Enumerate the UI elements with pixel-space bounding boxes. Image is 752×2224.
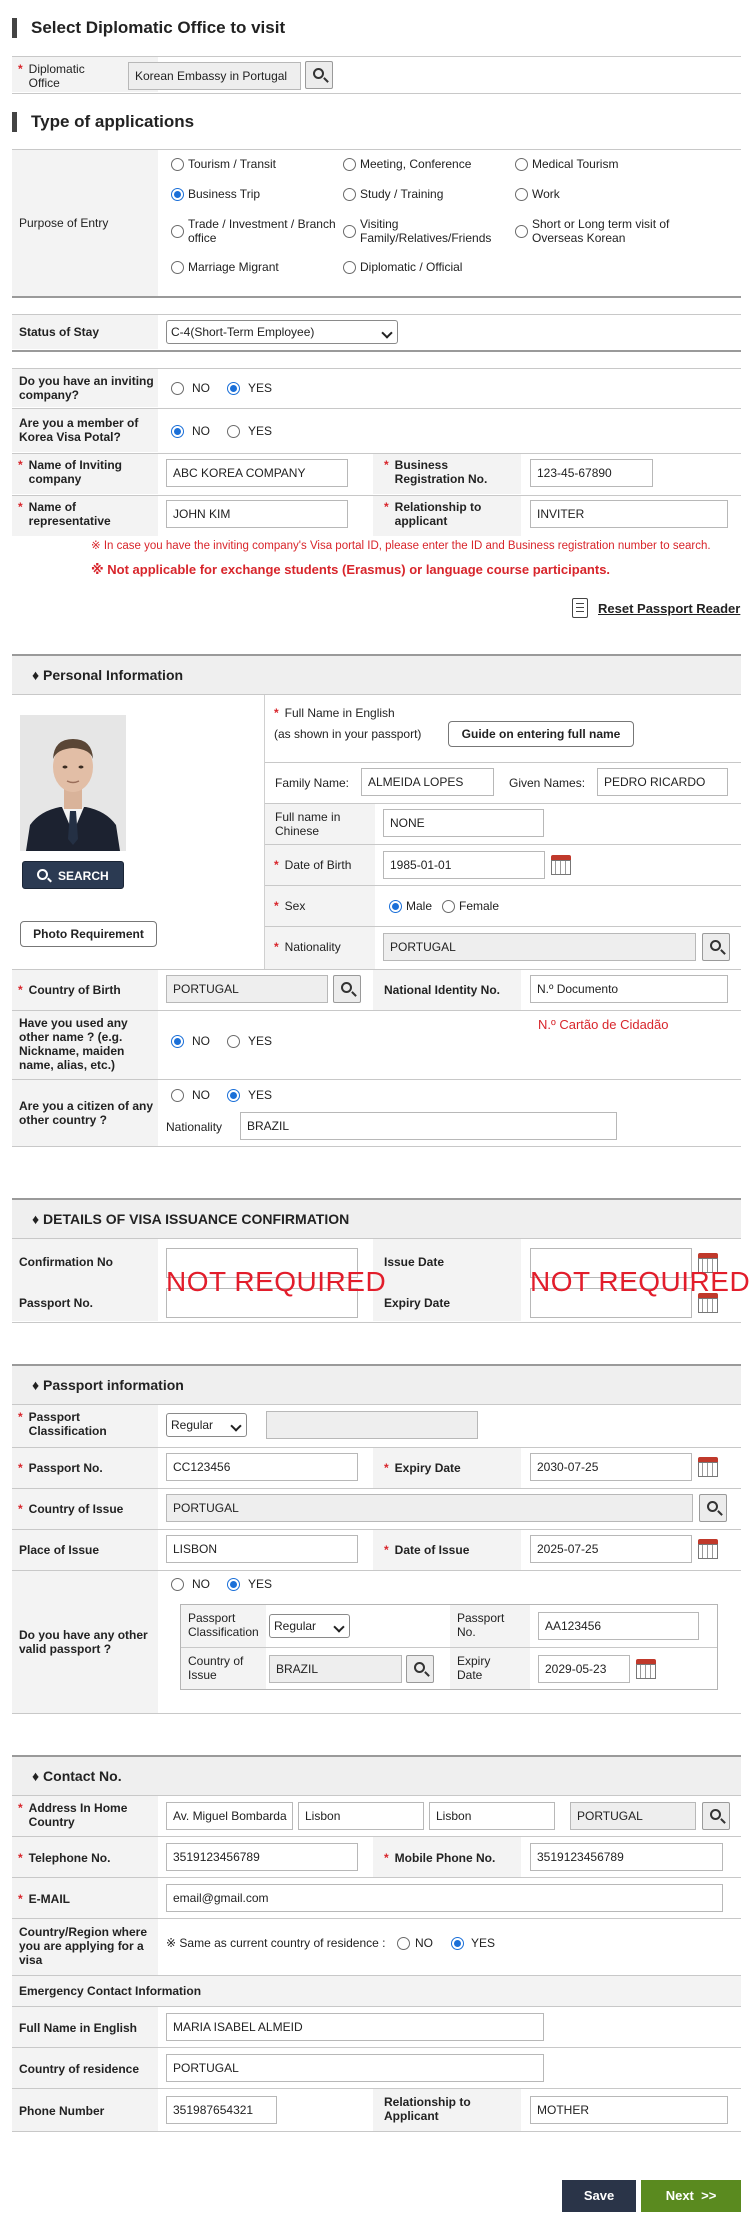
sub-class-select[interactable]: Regular: [269, 1614, 350, 1638]
pp-no-label-text: Passport No.: [28, 1461, 103, 1475]
calendar-icon[interactable]: [698, 1539, 718, 1559]
purpose-radio-marriage[interactable]: [171, 261, 184, 274]
fullname-label: * Full Name in English: [274, 706, 395, 720]
region-yes-label: YES: [471, 1936, 496, 1950]
purpose-radio-medical[interactable]: [515, 158, 528, 171]
rel-input[interactable]: INVITER: [530, 500, 728, 528]
divider: [12, 1146, 741, 1147]
purpose-option-medical: Medical Tourism: [532, 157, 619, 171]
calendar-icon[interactable]: [698, 1457, 718, 1477]
inviting-no-radio[interactable]: [171, 382, 184, 395]
cob-field[interactable]: PORTUGAL: [166, 975, 328, 1003]
dob-label-text: Date of Birth: [284, 858, 352, 872]
rel-label: * Relationship to applicant: [384, 500, 515, 528]
region-label: Country/Region where you are applying for a visa: [19, 1925, 148, 1967]
purpose-option-tourism: Tourism / Transit: [188, 157, 277, 171]
nationality-label-text: Nationality: [284, 940, 341, 954]
mobile-input[interactable]: 3519123456789: [530, 1843, 723, 1871]
pp-other-label: Do you have any other valid passport ?: [19, 1628, 148, 1656]
cob-search-button[interactable]: [333, 975, 361, 1003]
rep-label-text: Name of representative: [28, 500, 111, 528]
inviting-yes-label: YES: [248, 381, 273, 395]
purpose-radio-trade[interactable]: [171, 225, 184, 238]
purpose-option-study: Study / Training: [360, 187, 444, 201]
sex-label: * Sex: [274, 899, 306, 913]
em-rel-label: Relationship to Applicant: [384, 2095, 471, 2123]
pp-doi-input[interactable]: 2025-07-25: [530, 1535, 692, 1563]
search-icon: [414, 1662, 425, 1673]
purpose-label: Purpose of Entry: [19, 216, 109, 230]
fullname-sublabel: (as shown in your passport): [274, 727, 422, 741]
em-name-input[interactable]: MARIA ISABEL ALMEID: [166, 2013, 544, 2041]
purpose-radio-overseas-korean[interactable]: [515, 225, 528, 238]
address-street-input[interactable]: Av. Miguel Bombarda: [166, 1802, 293, 1830]
region-yes-radio[interactable]: [451, 1937, 464, 1950]
next-button[interactable]: Next >>: [641, 2180, 741, 2212]
photo-requirement-button[interactable]: Photo Requirement: [20, 921, 157, 947]
pp-other-no-radio[interactable]: [171, 1578, 184, 1591]
purpose-radio-meeting[interactable]: [343, 158, 356, 171]
pp-place-label: Place of Issue: [19, 1543, 100, 1557]
chinese-label: Full name in Chinese: [275, 810, 341, 838]
citizen-yes-radio[interactable]: [227, 1089, 240, 1102]
status-select[interactable]: C-4(Short-Term Employee): [166, 320, 398, 344]
purpose-option-business: Business Trip: [188, 187, 261, 201]
office-label: * Diplomatic Office: [18, 62, 153, 90]
office-field[interactable]: Korean Embassy in Portugal: [128, 62, 301, 90]
sex-male-radio[interactable]: [389, 900, 402, 913]
divider: [12, 93, 741, 94]
pp-no-label: * Passport No.: [18, 1461, 103, 1475]
calendar-icon[interactable]: [551, 855, 571, 875]
pp-country-label-text: Country of Issue: [28, 1502, 124, 1516]
search-icon: [707, 1501, 718, 1512]
contact-section-title: ♦ Contact No.: [12, 1755, 741, 1795]
purpose-option-work: Work: [532, 187, 560, 201]
nationality-field[interactable]: PORTUGAL: [383, 933, 696, 961]
rep-label: * Name of representative: [18, 500, 129, 528]
inviting-no-label: NO: [192, 381, 210, 395]
purpose-option-meeting: Meeting, Conference: [360, 157, 472, 171]
portal-no-label: NO: [192, 424, 210, 438]
tel-input[interactable]: 3519123456789: [166, 1843, 358, 1871]
family-name-input[interactable]: ALMEIDA LOPES: [361, 768, 494, 796]
cob-label: * Country of Birth: [18, 983, 121, 997]
nid-input[interactable]: N.º Documento: [530, 975, 728, 1003]
othername-no-label: NO: [192, 1034, 210, 1048]
purpose-radio-diplomatic[interactable]: [343, 261, 356, 274]
office-search-button[interactable]: [305, 61, 333, 89]
not-required-overlay-left: NOT REQUIRED: [166, 1266, 387, 1297]
citizen-no-label: NO: [192, 1088, 210, 1102]
office-section-title: Select Diplomatic Office to visit: [12, 18, 285, 38]
divider: [12, 350, 741, 352]
email-input[interactable]: email@gmail.com: [166, 1884, 723, 1912]
guide-fullname-button[interactable]: Guide on entering full name: [448, 721, 634, 747]
sex-female-label: Female: [459, 899, 500, 913]
divider: [12, 1322, 741, 1323]
othername-no-radio[interactable]: [171, 1035, 184, 1048]
brn-label: * Business Registration No.: [384, 458, 515, 486]
status-label: Status of Stay: [19, 325, 100, 339]
applicant-photo-svg: [20, 715, 126, 851]
sub-class-label: Passport Classification: [188, 1611, 259, 1639]
tel-label: * Telephone No.: [18, 1851, 111, 1865]
passport-section-title: ♦ Passport information: [12, 1364, 741, 1404]
pp-doi-label-text: Date of Issue: [394, 1543, 470, 1557]
purpose-option-trade: Trade / Investment / Branch office: [188, 217, 336, 245]
region-note: ※ Same as current country of residence :: [166, 1936, 386, 1950]
sex-label-text: Sex: [284, 899, 306, 913]
purpose-radio-visiting[interactable]: [343, 225, 356, 238]
pp-expiry-label-text: Expiry Date: [394, 1461, 461, 1475]
pp-class-label-text: Passport Classification: [28, 1410, 107, 1438]
pp-other-yes-radio[interactable]: [227, 1578, 240, 1591]
nationality-label: * Nationality: [274, 940, 341, 954]
divider: [12, 296, 741, 298]
sub-no-input[interactable]: AA123456: [538, 1612, 699, 1640]
other-nationality-input[interactable]: BRAZIL: [240, 1112, 617, 1140]
pp-class-select[interactable]: Regular: [166, 1413, 247, 1437]
email-label: * E-MAIL: [18, 1892, 70, 1906]
pp-country-search-button[interactable]: [699, 1494, 727, 1522]
region-no-label: NO: [415, 1936, 433, 1950]
given-label: Given Names:: [509, 776, 586, 790]
pp-class-detail-field[interactable]: [266, 1411, 478, 1439]
visa-conf-section-title: ♦ DETAILS OF VISA ISSUANCE CONFIRMATION: [12, 1198, 741, 1238]
search-icon: [313, 68, 324, 79]
othername-label: Have you used any other name ? (e.g. Nickname, maiden name, alias, etc.): [19, 1016, 128, 1072]
dob-label: * Date of Birth: [274, 858, 352, 872]
mobile-label-text: Mobile Phone No.: [394, 1851, 496, 1865]
address-country-search-button[interactable]: [702, 1802, 730, 1830]
pp-country-field[interactable]: PORTUGAL: [166, 1494, 693, 1522]
office-label-text: Diplomatic Office: [28, 62, 85, 90]
not-required-overlay-right: NOT REQUIRED: [530, 1266, 751, 1297]
em-name-label: Full Name in English: [19, 2021, 138, 2035]
em-country-input[interactable]: PORTUGAL: [166, 2054, 544, 2082]
conf-issue-label: Issue Date: [384, 1255, 445, 1269]
em-phone-input[interactable]: 351987654321: [166, 2096, 277, 2124]
purpose-option-diplomatic: Diplomatic / Official: [360, 260, 463, 274]
calendar-icon[interactable]: [636, 1659, 656, 1679]
conf-no-label: Confirmation No: [19, 1255, 113, 1269]
citizen-yes-label: YES: [248, 1088, 273, 1102]
company-input[interactable]: ABC KOREA COMPANY: [166, 459, 348, 487]
pp-expiry-label: * Expiry Date: [384, 1461, 461, 1475]
pp-other-yes-label: YES: [248, 1577, 273, 1591]
nid-note: N.º Cartão de Cidadão: [538, 1017, 669, 1032]
mobile-label: * Mobile Phone No.: [384, 1851, 496, 1865]
pp-no-input[interactable]: CC123456: [166, 1453, 358, 1481]
nid-label: National Identity No.: [384, 983, 501, 997]
reset-passport-reader-label: Reset Passport Reader: [598, 601, 741, 616]
portal-yes-radio[interactable]: [227, 425, 240, 438]
sub-expiry-label: Expiry Date: [457, 1654, 491, 1682]
exchange-student-note: ※ Not applicable for exchange students (Erasmus) or language course participants.: [91, 562, 611, 577]
divider: [12, 1713, 741, 1714]
address-region-input[interactable]: Lisbon: [429, 1802, 555, 1830]
cob-label-text: Country of Birth: [28, 983, 121, 997]
pp-other-no-label: NO: [192, 1577, 210, 1591]
company-label: * Name of Inviting company: [18, 458, 129, 486]
sex-male-label: Male: [406, 899, 433, 913]
search-icon: [341, 982, 352, 993]
address-label: * Address In Home Country: [18, 1801, 128, 1829]
photo-search-label: SEARCH: [58, 869, 109, 883]
em-rel-input[interactable]: MOTHER: [530, 2096, 728, 2124]
apptype-section-title: Type of applications: [12, 112, 194, 132]
personal-section-title: ♦ Personal Information: [12, 654, 741, 694]
sex-female-radio[interactable]: [442, 900, 455, 913]
emergency-label: Emergency Contact Information: [19, 1984, 202, 1998]
given-name-input[interactable]: PEDRO RICARDO: [597, 768, 728, 796]
citizen-label: Are you a citizen of any other country ?: [19, 1099, 154, 1127]
nationality-search-button[interactable]: [702, 933, 730, 961]
portal-question: Are you a member of Korea Visa Potal?: [19, 416, 139, 444]
dob-input[interactable]: 1985-01-01: [383, 851, 545, 879]
citizen-no-radio[interactable]: [171, 1089, 184, 1102]
region-no-radio[interactable]: [397, 1937, 410, 1950]
address-country-field[interactable]: PORTUGAL: [570, 1802, 696, 1830]
divider: [265, 762, 741, 763]
purpose-radio-work[interactable]: [515, 188, 528, 201]
pp-class-label: * Passport Classification: [18, 1410, 129, 1438]
passport-reader-icon: [572, 598, 588, 618]
othername-yes-radio[interactable]: [227, 1035, 240, 1048]
sub-country-label: Country of Issue: [188, 1654, 244, 1682]
save-button[interactable]: Save: [562, 2180, 636, 2212]
portal-no-radio[interactable]: [171, 425, 184, 438]
othername-yes-label: YES: [248, 1034, 273, 1048]
purpose-option-overseas-korean: Short or Long term visit of Overseas Korean: [532, 217, 670, 245]
rep-input[interactable]: JOHN KIM: [166, 500, 348, 528]
portal-yes-label: YES: [248, 424, 273, 438]
em-phone-label: Phone Number: [19, 2104, 105, 2118]
pp-place-input[interactable]: LISBON: [166, 1535, 358, 1563]
purpose-radio-business[interactable]: [171, 188, 184, 201]
portal-id-note: ※ In case you have the inviting company's Visa portal ID, please enter the ID and Business registration number to search.: [91, 540, 711, 552]
inviting-question: Do you have an inviting company?: [19, 374, 154, 402]
email-label-text: E-MAIL: [28, 1892, 70, 1906]
sub-expiry-input[interactable]: 2029-05-23: [538, 1655, 630, 1683]
conf-expiry-label: Expiry Date: [384, 1296, 451, 1310]
pp-country-label: * Country of Issue: [18, 1502, 124, 1516]
purpose-radio-study[interactable]: [343, 188, 356, 201]
company-label-text: Name of Inviting company: [28, 458, 123, 486]
inviting-yes-radio[interactable]: [227, 382, 240, 395]
rel-label-text: Relationship to applicant: [394, 500, 482, 528]
purpose-option-visiting: Visiting Family/Relatives/Friends: [360, 217, 492, 245]
search-icon: [710, 1809, 721, 1820]
purpose-radio-tourism[interactable]: [171, 158, 184, 171]
pp-expiry-input[interactable]: 2030-07-25: [530, 1453, 692, 1481]
search-icon: [710, 940, 721, 951]
sub-country-search-button[interactable]: [406, 1655, 434, 1683]
other-nationality-label: Nationality: [166, 1120, 223, 1134]
brn-label-text: Business Registration No.: [394, 458, 488, 486]
pp-doi-label: * Date of Issue: [384, 1543, 470, 1557]
conf-passport-label: Passport No.: [19, 1296, 94, 1310]
chinese-name-input[interactable]: NONE: [383, 809, 544, 837]
em-country-label: Country of residence: [19, 2062, 140, 2076]
divider: [12, 2131, 741, 2132]
tel-label-text: Telephone No.: [28, 1851, 111, 1865]
sub-no-label: Passport No.: [457, 1611, 505, 1639]
divider: [12, 694, 741, 695]
purpose-option-marriage: Marriage Migrant: [188, 260, 279, 274]
family-label: Family Name:: [275, 776, 350, 790]
applicant-photo: [20, 715, 126, 851]
address-label-text: Address In Home Country: [28, 1801, 128, 1829]
address-city-input[interactable]: Lisbon: [298, 1802, 424, 1830]
fullname-label-text: Full Name in English: [284, 706, 395, 720]
brn-input[interactable]: 123-45-67890: [530, 459, 653, 487]
reset-passport-reader-button[interactable]: [572, 598, 742, 620]
sub-country-field[interactable]: BRAZIL: [269, 1655, 402, 1683]
photo-search-button[interactable]: [22, 861, 124, 889]
